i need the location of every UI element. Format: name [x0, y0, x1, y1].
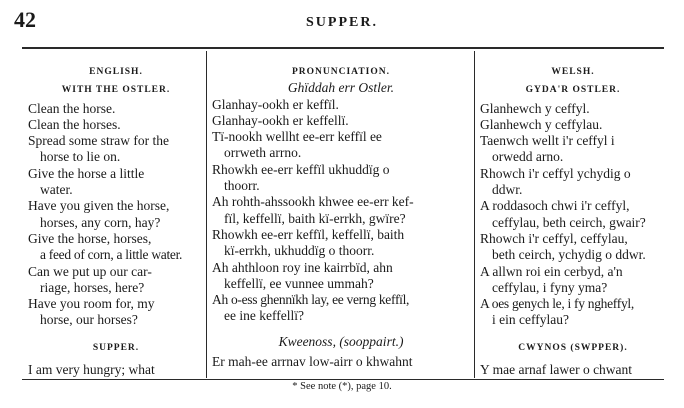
welsh-section-supper: CWYNOS (SWPPER).: [518, 342, 628, 353]
welsh-line: ceffylau, beth ceirch, gwair?: [492, 214, 646, 230]
pronunciation-line: Rhowkh ee-err keffïl ukhuddïg o: [212, 161, 390, 177]
welsh-line: orwedd arno.: [492, 149, 564, 165]
english-heading: ENGLISH.: [89, 67, 143, 77]
pronunciation-line: ee ine keffellï?: [224, 308, 304, 324]
english-line: Clean the horses.: [28, 116, 121, 132]
welsh-line: Taenwch wellt i'r ceffyl i: [480, 133, 615, 149]
top-rule: [22, 47, 664, 49]
pronunciation-line: Tï-nookh wellht ee-err keffïl ee: [212, 129, 382, 145]
welsh-line: ceffylau, i fyny yma?: [492, 279, 608, 295]
welsh-line: Glanhewch y ceffyl.: [480, 100, 590, 116]
pronunciation-line: Glanhay-ookh er keffellï.: [212, 112, 349, 128]
bottom-rule: [22, 379, 664, 380]
page-number: 42: [14, 7, 36, 32]
pronunciation-section-supper: Kweenoss, (sooppairt.): [278, 333, 404, 349]
english-line: Have you room for, my: [28, 296, 155, 312]
pronunciation-line: Rhowkh ee-err keffïl, keffellï, baith: [212, 226, 405, 242]
running-title: SUPPER.: [306, 15, 378, 30]
welsh-line: Y mae arnaf lawer o chwant: [480, 362, 633, 378]
welsh-line: ddwr.: [492, 182, 523, 198]
pronunciation-line: Glanhay-ookh er keffïl.: [212, 96, 339, 112]
pronunciation-line: kï-errkh, ukhuddïg o thoorr.: [224, 243, 375, 259]
welsh-column: [480, 64, 666, 378]
welsh-line: i ein ceffylau?: [492, 312, 569, 328]
english-line: Have you given the horse,: [28, 198, 170, 214]
english-line: Spread some straw for the: [28, 133, 169, 149]
pronunciation-line: thoorr.: [224, 178, 260, 194]
welsh-line: Rhowch i'r ceffyl, ceffylau,: [480, 230, 628, 246]
english-line: Give the horse, horses,: [28, 230, 152, 246]
pronunciation-line: orrweth arrno.: [224, 145, 302, 161]
english-line: a feed of corn, a little water.: [40, 247, 183, 263]
column-divider-1: [206, 51, 207, 378]
english-line: Give the horse a little: [28, 165, 145, 181]
pronunciation-section-ostler: Ghïddah err Ostler.: [287, 80, 395, 96]
english-line: riage, horses, here?: [40, 279, 145, 295]
welsh-line: Glanhewch y ceffylau.: [480, 116, 603, 132]
welsh-line: Rhowch i'r ceffyl ychydig o: [480, 165, 631, 181]
pronunciation-heading: PRONUNCIATION.: [291, 67, 390, 77]
english-line: water.: [40, 182, 73, 198]
english-line: horses, any corn, hay?: [40, 214, 161, 230]
welsh-line: beth ceirch, ychydig o ddwr.: [492, 247, 646, 263]
footnote: * See note (*), page 10.: [292, 381, 392, 392]
pronunciation-line: keffellï, ee vunnee ummah?: [224, 275, 374, 291]
welsh-line: A allwn roi ein cerbyd, a'n: [480, 263, 623, 279]
pronunciation-line: Ah rohth-ahssookh khwee ee-err kef-: [212, 194, 414, 210]
column-divider-2: [474, 51, 475, 378]
welsh-heading: WELSH.: [551, 67, 595, 77]
english-line: Can we put up our car-: [28, 263, 152, 279]
welsh-section-ostler: GYDA'R OSTLER.: [525, 85, 621, 96]
english-section-ostler: WITH THE OSTLER.: [61, 85, 171, 96]
welsh-line: A oes genych le, i fy ngheffyl,: [480, 296, 634, 312]
pronunciation-column: [212, 64, 470, 370]
welsh-line: A roddasoch chwi i'r ceffyl,: [480, 198, 630, 214]
english-line: Clean the horse.: [28, 100, 116, 116]
pronunciation-line: Ah ahthloon roy ine kairrbïd, ahn: [212, 259, 393, 275]
english-line: horse to lie on.: [40, 149, 121, 165]
pronunciation-line: Ah o-ess ghennïkh lay, ee verng keffïl,: [212, 292, 410, 308]
pronunciation-line: fïl, keffellï, baith kï-errkh, gwïre?: [224, 210, 406, 226]
english-column: [28, 64, 204, 378]
english-line: I am very hungry; what: [28, 362, 155, 378]
english-line: horse, our horses?: [40, 312, 138, 328]
english-section-supper: SUPPER.: [92, 342, 140, 353]
pronunciation-line: Er mah-ee arrnav low-airr o khwahnt: [212, 354, 413, 370]
